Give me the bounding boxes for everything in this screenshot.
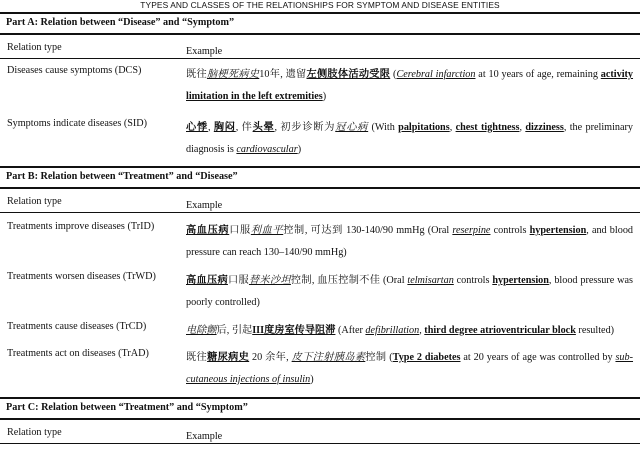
col-header-example: Example <box>186 431 223 442</box>
example-text: (After <box>335 325 366 336</box>
entity-bold: chest tightness <box>455 122 520 133</box>
example-text: 口服 <box>227 275 249 286</box>
relation-type: Symptoms indicate diseases (SID) <box>7 118 148 129</box>
example-text: , 初步诊断为 <box>274 122 336 133</box>
example-text: at 10 years of age, remaining <box>475 69 601 80</box>
relation-example <box>186 220 633 264</box>
entity-italic: Cerebral infarction <box>396 69 476 80</box>
example-text: 20 余年, <box>249 352 292 363</box>
entity-italic: reserpine <box>452 225 491 236</box>
relation-example <box>186 347 633 391</box>
part-c-title: Part C: Relation between “Treatment” and “Symptom” <box>6 402 248 413</box>
entity-bold: 高血压病 <box>186 275 228 286</box>
entity-italic: 冠心病 <box>335 122 369 133</box>
entity-italic: 皮下注射胰岛素 <box>291 352 366 363</box>
entity-italic: sub-cutaneous injections of insulin <box>186 352 634 385</box>
entity-bold: hypertension <box>529 225 587 236</box>
example-text: at 20 years of age was controlled by <box>460 352 616 363</box>
col-header-example: Example <box>186 46 223 57</box>
example-text: , the preliminary diagnosis is <box>186 122 634 155</box>
entity-bold: 糖尿病史 <box>207 352 250 363</box>
entity-italic: defibrillation <box>365 325 420 336</box>
entity-bold: activity limitation in the left extremities <box>186 69 634 102</box>
example-text: , 伴 <box>235 122 253 133</box>
entity-bold: 心悸 <box>186 122 208 133</box>
example-text: resulted) <box>575 325 615 336</box>
entity-bold: hypertension <box>492 275 549 286</box>
example-text: 既往 <box>186 69 207 80</box>
example-text: , <box>449 122 456 133</box>
example-text: , <box>519 122 526 133</box>
table-caption: TYPES AND CLASSES OF THE RELATIONSHIPS FOR SYMPTOM AND DISEASE ENTITIES <box>140 0 500 10</box>
entity-bold: palpitations <box>398 122 450 133</box>
relation-type: Treatments worsen diseases (TrWD) <box>7 271 156 282</box>
example-text: 控制 ( <box>365 352 393 363</box>
entity-italic: 利血平 <box>250 225 284 236</box>
header-rule-b <box>0 212 640 213</box>
part-b-title: Part B: Relation between “Treatment” and “Disease” <box>6 171 238 182</box>
relation-type: Diseases cause symptoms (DCS) <box>7 65 142 76</box>
example-text: , and blood pressure can reach 130–140/90 mmHg) <box>186 225 634 258</box>
example-text: , blood pressure was poorly controlled) <box>186 275 634 308</box>
entity-bold: 左侧肢体活动受限 <box>306 69 391 80</box>
entity-bold: dizziness <box>525 122 564 133</box>
example-text: 既往 <box>186 352 208 363</box>
example-text: 后, 引起 <box>216 325 253 336</box>
relation-example <box>186 64 633 108</box>
relation-example <box>186 270 633 314</box>
col-header-type: Relation type <box>7 427 62 438</box>
relation-type: Treatments act on diseases (TrAD) <box>7 348 149 359</box>
relation-example <box>186 117 633 161</box>
example-text: 控制, 可达到 130-140/90 mmHg (Oral <box>283 225 453 236</box>
entity-bold: 高血压病 <box>186 225 230 236</box>
col-header-type: Relation type <box>7 196 62 207</box>
example-text: 控制, 血压控制不佳 (Oral <box>290 275 408 286</box>
relation-example <box>186 320 633 342</box>
entity-italic: cardiovascular <box>236 144 298 155</box>
entity-italic: 替米沙坦 <box>248 275 291 286</box>
entity-bold: third degree atrioventricular block <box>424 325 576 336</box>
part-b-rule <box>0 187 640 189</box>
entity-bold: 胸闷 <box>213 122 236 133</box>
example-text: ) <box>297 144 302 155</box>
part-c-rule <box>0 418 640 420</box>
example-text: , <box>419 325 425 336</box>
header-rule-c <box>0 443 640 444</box>
part-b-top-rule <box>0 166 640 168</box>
header-rule-a <box>0 58 640 59</box>
example-text: ( <box>390 69 397 80</box>
entity-italic: 电除颤 <box>186 325 217 336</box>
entity-bold: 头晕 <box>252 122 275 133</box>
table-top-rule <box>0 12 640 14</box>
example-text: , <box>207 122 214 133</box>
col-header-type: Relation type <box>7 42 62 53</box>
part-a-title: Part A: Relation between “Disease” and “Symptom” <box>6 17 235 28</box>
col-header-example: Example <box>186 200 223 211</box>
example-text: ) <box>310 374 314 385</box>
entity-italic: 脑梗死病史 <box>206 69 260 80</box>
relation-type: Treatments improve diseases (TrID) <box>7 221 155 232</box>
example-text: ) <box>322 91 327 102</box>
example-text: controls <box>490 225 530 236</box>
example-text: 10年, 遗留 <box>259 69 307 80</box>
part-c-top-rule <box>0 397 640 399</box>
example-text: (With <box>368 122 399 133</box>
entity-bold: III度房室传导阻滞 <box>252 325 336 336</box>
entity-italic: telmisartan <box>407 275 454 286</box>
example-text: controls <box>453 275 493 286</box>
relation-type: Treatments cause diseases (TrCD) <box>7 321 147 332</box>
part-a-rule <box>0 33 640 35</box>
entity-bold: Type 2 diabetes <box>392 352 461 363</box>
example-text: 口服 <box>229 225 251 236</box>
